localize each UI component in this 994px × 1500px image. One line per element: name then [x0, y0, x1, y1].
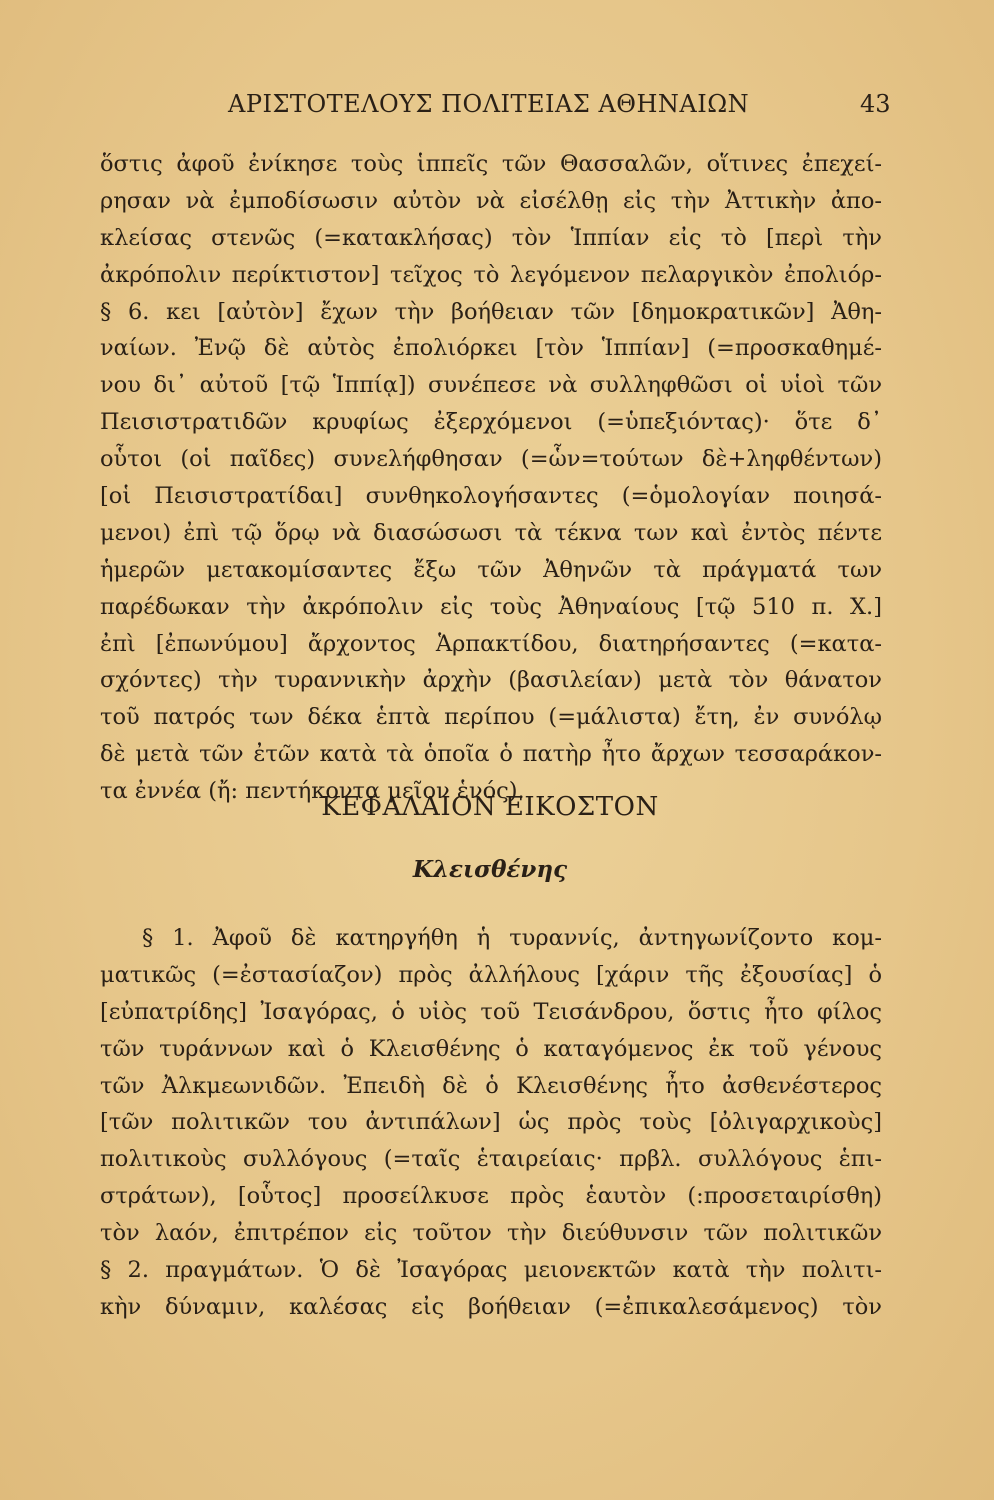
text-line: § 1. Ἀφοῦ δὲ κατηργήθη ἡ τυραννίς, ἀντηγωνίζοντο κομ-	[142, 925, 882, 951]
chapter-heading: ΚΕΦΑΛΑΙΟΝ ΕΙΚΟΣΤΟΝ	[321, 792, 659, 822]
text-line: τῶν τυράννων καὶ ὁ Κλεισθένης ὁ καταγόμενος ἐκ τοῦ γένους	[100, 1035, 882, 1062]
text-line: ἡμερῶν μετακομίσαντες ἔξω τῶν Ἀθηνῶν τὰ πράγματά των	[100, 556, 882, 583]
text-line: § 6. κει [αὐτὸν] ἔχων τὴν βοήθειαν τῶν [δημοκρατικῶν] Ἀθη-	[100, 298, 882, 325]
text-line: σχόντες) τὴν τυραννικὴν ἀρχὴν (βασιλείαν) μετὰ τὸν θάνατον	[100, 667, 882, 694]
text-line: οὗτοι (οἱ παῖδες) συνελήφθησαν (=ὧν=τούτων δὲ+ληφθέντων)	[100, 446, 882, 473]
text-line: παρέδωκαν τὴν ἀκρόπολιν εἰς τοὺς Ἀθηναίους [τῷ 510 π. Χ.]	[100, 593, 882, 620]
text-line: μενοι) ἐπὶ τῷ ὅρῳ νὰ διασώσωσι τὰ τέκνα των καὶ ἐντὸς πέντε	[100, 519, 882, 546]
text-line: κὴν δύναμιν, καλέσας εἰς βοήθειαν (=ἐπικαλεσάμενος) τὸν	[100, 1293, 882, 1320]
text-line: ἀκρόπολιν περίκτιστον] τεῖχος τὸ λεγόμενον πελαργικὸν ἐπολιόρ-	[100, 261, 882, 288]
text-line: ρησαν νὰ ἐμποδίσωσιν αὐτὸν νὰ εἰσέλθῃ εἰς τὴν Ἀττικὴν ἀπο-	[100, 187, 882, 214]
text-line: [οἱ Πεισιστρατίδαι] συνθηκολογήσαντες (=ὁμολογίαν ποιησά-	[100, 483, 882, 510]
text-line: πολιτικοὺς συλλόγους (=ταῖς ἑταιρείαις· πρβλ. συλλόγους ἑπι-	[100, 1146, 882, 1173]
page-number: 43	[860, 90, 891, 118]
text-line: Πεισιστρατιδῶν κρυφίως ἐξερχόμενοι (=ὑπεξιόντας)· ὅτε δ᾿	[100, 409, 882, 436]
text-line: [τῶν πολιτικῶν του ἀντιπάλων] ὡς πρὸς τοὺς [ὀλιγαρχικοὺς]	[100, 1109, 882, 1136]
text-line: ὅστις ἀφοῦ ἐνίκησε τοὺς ἱππεῖς τῶν Θασσαλῶν, οἵτινες ἐπεχεί-	[100, 151, 882, 177]
text-line: τα ἐννέα (ἤ: πεντήκοντα μεῖον ἑνός).	[100, 778, 525, 805]
text-line: δὲ μετὰ τῶν ἐτῶν κατὰ τὰ ὁποῖα ὁ πατὴρ ἦτο ἄρχων τεσσαράκον-	[100, 741, 882, 768]
chapter-subtitle: Κλεισθένης	[412, 856, 568, 883]
text-line: κλείσας στενῶς (=κατακλήσας) τὸν Ἱππίαν εἰς τὸ [περὶ τὴν	[100, 224, 882, 251]
text-line: [εὐπατρίδης] Ἰσαγόρας, ὁ υἱὸς τοῦ Τεισάνδρου, ὅστις ἦτο φίλος	[100, 998, 882, 1025]
text-line: ἐπὶ [ἐπωνύμου] ἄρχοντος Ἁρπακτίδου, διατηρήσαντες (=κατα-	[100, 630, 882, 657]
text-line: ματικῶς (=ἐστασίαζον) πρὸς ἀλλήλους [χάριν τῆς ἐξουσίας] ὁ	[100, 961, 882, 988]
text-line: § 2. πραγμάτων. Ὁ δὲ Ἰσαγόρας μειονεκτῶν κατὰ τὴν πολιτι-	[100, 1257, 882, 1284]
running-header: ΑΡΙΣΤΟΤΕΛΟΥΣ ΠΟΛΙΤΕΙΑΣ ΑΘΗΝΑΙΩΝ	[228, 90, 750, 118]
text-line: ναίων. Ἐνῷ δὲ αὐτὸς ἐπολιόρκει [τὸν Ἱππίαν] (=προσκαθημέ-	[100, 335, 882, 362]
text-line: τὸν λαόν, ἐπιτρέπον εἰς τοῦτον τὴν διεύθυνσιν τῶν πολιτικῶν	[100, 1220, 882, 1247]
text-line: στράτων), [οὗτος] προσείλκυσε πρὸς ἑαυτὸν (:προσεταιρίσθη)	[100, 1183, 882, 1210]
text-line: τοῦ πατρός των δέκα ἑπτὰ περίπου (=μάλιστα) ἔτη, ἐν συνόλῳ	[100, 704, 882, 731]
text-line: νου δι᾿ αὐτοῦ [τῷ Ἱππίᾳ]) συνέπεσε νὰ συλληφθῶσι οἱ υἱοὶ τῶν	[100, 372, 882, 399]
text-line: τῶν Ἀλκμεωνιδῶν. Ἐπειδὴ δὲ ὁ Κλεισθένης ἦτο ἀσθενέστερος	[100, 1072, 882, 1099]
text-block-1	[100, 146, 882, 810]
text-block-2	[100, 920, 882, 1326]
